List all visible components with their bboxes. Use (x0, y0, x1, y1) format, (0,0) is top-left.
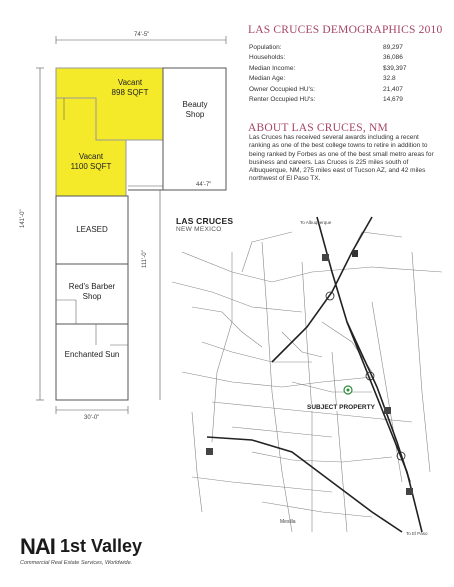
tagline: Commercial Real Estate Services, Worldwide. (20, 560, 133, 566)
stat-label: Households: (249, 54, 286, 62)
unit-barber-name: Red's Barber (68, 282, 116, 291)
unit-vacant-898-size: 898 SQFT (111, 88, 149, 97)
stat-label: Population: (249, 43, 282, 51)
unit-beauty-size: Shop (185, 110, 205, 119)
brand-name: 1st Valley (60, 536, 143, 556)
dim-top-width: 74'-5" (134, 32, 150, 38)
stat-value: 32.8 (383, 75, 396, 83)
i25-shield-icon (322, 254, 329, 261)
nai-logo: NAI (20, 534, 55, 559)
unit-enchanted-name: Enchanted Sun (64, 350, 120, 359)
map-north-label: To Albuquerque (300, 220, 332, 225)
about-body: Las Cruces has received several awards including a recent ranking as one of the best college towns to retire in addition to being ranked by Forbes as one of the best small metro areas for business and careers. Las Cruces is 225 miles south of Albuquerque, NM, 275 miles east of Tucson AZ, and 42 miles northwest of El Paso TX. (249, 134, 434, 183)
stat-label: Owner Occupied HU's: (249, 85, 315, 93)
stat-row (249, 74, 427, 85)
unit-barber-size: Shop (82, 292, 102, 301)
i10-shield-icon (384, 407, 391, 414)
dim-right-height: 111'-0" (142, 250, 148, 268)
unit-vacant-1100-name: Vacant (78, 152, 104, 161)
unit-enchanted-sun (56, 350, 128, 360)
stat-value: 14,679 (383, 96, 403, 104)
unit-vacant-898-name: Vacant (117, 78, 143, 87)
enchanted-sun-area (56, 324, 128, 400)
stat-value: 21,407 (383, 85, 403, 93)
stat-row (249, 53, 427, 64)
stat-row (249, 42, 427, 53)
i10-west-shield-icon (206, 448, 213, 455)
dim-bottom-width: 30'-0" (84, 415, 100, 421)
about-title: ABOUT LAS CRUCES, NM (248, 122, 388, 134)
stat-label: Renter Occupied HU's: (249, 96, 316, 104)
stat-row (249, 63, 427, 74)
stat-row (249, 84, 427, 95)
beauty-shop-area (163, 68, 226, 190)
unit-vacant-1100-size: 1100 SQFT (70, 162, 112, 171)
map-city-label: Mesilla (280, 519, 296, 525)
unit-barber (56, 282, 128, 302)
unit-leased (56, 225, 128, 235)
minor-streets (172, 232, 442, 532)
stat-value: 89,297 (383, 43, 403, 51)
highways (207, 217, 422, 532)
demographics-table (249, 42, 427, 105)
unit-leased-name: LEASED (76, 225, 108, 234)
dim-left-height: 141'-0" (20, 209, 26, 228)
us70-shield-icon (352, 250, 358, 257)
stat-label: Median Income: (249, 64, 296, 72)
subject-property-label: SUBJECT PROPERTY (307, 404, 375, 411)
demographics-title: LAS CRUCES DEMOGRAPHICS 2010 (248, 24, 443, 36)
subject-property-marker (344, 386, 352, 394)
unit-beauty-shop (166, 100, 224, 120)
interchanges (326, 292, 405, 460)
map-title: LAS CRUCES (176, 216, 234, 226)
i10-south-shield-icon (406, 488, 413, 495)
map-subtitle: NEW MEXICO (176, 226, 222, 233)
unit-vacant-1100 (58, 152, 124, 172)
unit-vacant-898 (98, 78, 162, 98)
stat-label: Median Age: (249, 75, 286, 83)
dim-right-mid: 44'-7" (196, 182, 212, 188)
stat-value: $39,397 (383, 64, 407, 72)
area-map (172, 212, 448, 540)
map-south-label: To El Paso (406, 531, 428, 536)
unit-beauty-name: Beauty (182, 100, 208, 109)
stat-value: 36,086 (383, 54, 403, 62)
stat-row (249, 95, 427, 106)
